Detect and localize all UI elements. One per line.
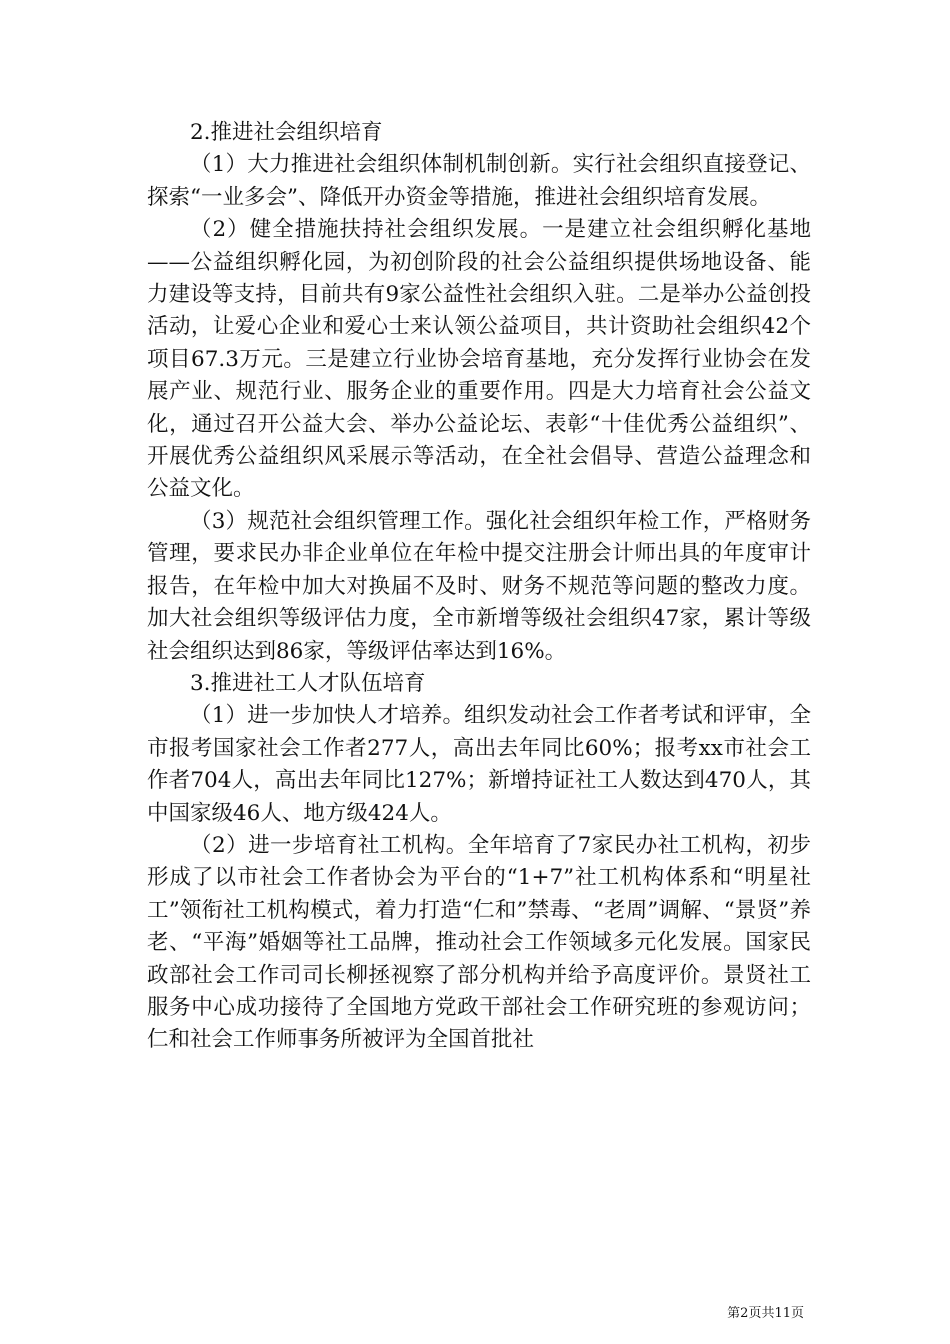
paragraph-3-1: （1）进一步加快人才培养。组织发动社会工作者考试和评审，全市报考国家社会工作者277人，高出去年同比60%；报考xx市社会工作者704人，高出去年同比127%；新增持证社工人数达到470人，其中国家级46人、地方级424人。	[147, 703, 811, 826]
paragraph-3-2: （2）进一步培育社工机构。全年培育了7家民办社工机构，初步形成了以市社会工作者协会为平台的“1+7”社工机构体系和“明星社工”领衔社工机构模式，着力打造“仁和”禁毒、“老周”调解、“景贤”养老、“平海”婚姻等社工品牌，推动社会工作领域多元化发展。国家民政部社会工作司司长柳拯视察了部分机构并给予高度评价。景贤社工服务中心成功接待了全国地方党政干部社会工作研究班的参观访问；仁和社会工作师事务所被评为全国首批社	[147, 832, 811, 1053]
page-number-footer: 第2页共11页	[727, 1306, 804, 1321]
paragraph-2-3: （3）规范社会组织管理工作。强化社会组织年检工作，严格财务管理，要求民办非企业单位在年检中提交注册会计师出具的年度审计报告，在年检中加大对换届不及时、财务不规范等问题的整改力度。加大社会组织等级评估力度，全市新增等级社会组织47家，累计等级社会组织达到86家，等级评估率达到16%。	[147, 508, 811, 664]
document-body	[147, 117, 811, 1057]
paragraph-2-1: （1）大力推进社会组织体制机制创新。实行社会组织直接登记、探索“一业多会”、降低开办资金等措施，推进社会组织培育发展。	[147, 152, 811, 210]
section-heading-3: 3.推进社工人才队伍培育	[190, 670, 426, 696]
section-heading-2: 2.推进社会组织培育	[190, 120, 383, 145]
paragraph-2-2: （2）健全措施扶持社会组织发展。一是建立社会组织孵化基地——公益组织孵化园，为初创阶段的社会公益组织提供场地设备、能力建设等支持，目前共有9家公益性社会组织入驻。二是举办公益创投活动，让爱心企业和爱心士来认领公益项目，共计资助社会组织42个项目67.3万元。三是建立行业协会培育基地，充分发挥行业协会在发展产业、规范行业、服务企业的重要作用。四是大力培育社会公益文化，通过召开公益大会、举办公益论坛、表彰“十佳优秀公益组织”、开展优秀公益组织风采展示等活动，在全社会倡导、营造公益理念和公益文化。	[147, 217, 811, 502]
